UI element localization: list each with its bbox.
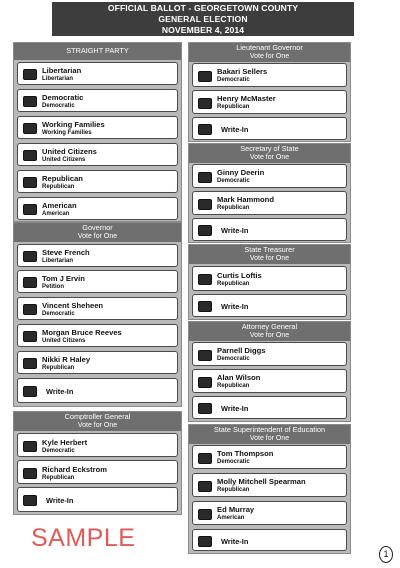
candidate-parnell-diggs[interactable] — [192, 342, 347, 366]
vote-oval[interactable] — [198, 350, 212, 361]
write-in-attorney-general[interactable] — [192, 396, 347, 419]
vote-instruction: Vote for One — [249, 331, 290, 339]
vote-oval[interactable] — [23, 468, 37, 479]
candidate-name: Parnell Diggs — [217, 346, 266, 355]
option-name: Democratic — [42, 93, 84, 102]
candidate-ed-murray[interactable] — [192, 501, 347, 525]
section-straight-party — [13, 42, 182, 222]
candidate-molly-mitchell-spearman[interactable] — [192, 473, 347, 497]
vote-oval[interactable] — [23, 96, 37, 107]
option-republican[interactable] — [17, 170, 178, 193]
option-party: Republican — [42, 184, 75, 190]
candidate-party: Democratic — [217, 178, 250, 184]
vote-oval[interactable] — [198, 301, 212, 312]
option-name: Republican — [42, 174, 83, 183]
section-state-treasurer — [188, 244, 351, 320]
candidate-name: Tom J Ervin — [42, 274, 85, 283]
write-in-secretary-of-state[interactable] — [192, 218, 347, 241]
contest-title: Governor — [82, 223, 113, 232]
option-party: American — [42, 211, 70, 217]
write-in-state-superintendent[interactable] — [192, 529, 347, 551]
vote-oval[interactable] — [198, 98, 212, 109]
write-in-label: Write-In — [221, 125, 249, 134]
vote-oval[interactable] — [198, 377, 212, 388]
candidate-name: Richard Eckstrom — [42, 465, 107, 474]
option-name: Libertarian — [42, 66, 82, 75]
vote-oval[interactable] — [23, 123, 37, 134]
section-title: STRAIGHT PARTY — [14, 43, 181, 60]
vote-oval[interactable] — [23, 177, 37, 188]
candidate-kyle-herbert[interactable] — [17, 433, 178, 457]
vote-oval[interactable] — [198, 199, 212, 210]
option-libertarian[interactable] — [17, 62, 178, 85]
option-working-families[interactable] — [17, 116, 178, 139]
candidate-tom-thompson[interactable] — [192, 445, 347, 469]
candidate-name: Steve French — [42, 248, 90, 257]
vote-oval[interactable] — [198, 124, 212, 135]
election-name: GENERAL ELECTION — [158, 14, 248, 24]
vote-instruction: Vote for One — [249, 434, 290, 442]
candidate-henry-mcmaster[interactable] — [192, 90, 347, 114]
vote-oval[interactable] — [198, 453, 212, 464]
vote-oval[interactable] — [23, 358, 37, 369]
write-in-label: Write-In — [46, 387, 74, 396]
write-in-label: Write-In — [221, 302, 249, 311]
vote-oval[interactable] — [23, 69, 37, 80]
candidate-curtis-loftis[interactable] — [192, 266, 347, 291]
candidate-party: Democratic — [42, 311, 75, 317]
candidate-name: Ed Murray — [217, 505, 255, 514]
vote-instruction: Vote for One — [249, 52, 290, 60]
candidate-party: Democratic — [217, 356, 250, 362]
vote-oval[interactable] — [198, 225, 212, 236]
section-lieutenant-governor — [188, 42, 351, 142]
write-in-state-treasurer[interactable] — [192, 294, 347, 317]
candidate-name: Vincent Sheheen — [42, 301, 104, 310]
candidate-steve-french[interactable] — [17, 244, 178, 267]
candidate-party: American — [217, 515, 245, 521]
candidate-name: Kyle Herbert — [42, 438, 88, 447]
candidate-party: Republican — [217, 281, 250, 287]
write-in-label: Write-In — [221, 404, 249, 413]
vote-oval[interactable] — [23, 386, 37, 397]
vote-oval[interactable] — [23, 204, 37, 215]
option-party: United Citizens — [42, 157, 86, 163]
write-in-lieutenant-governor[interactable] — [192, 117, 347, 140]
section-title — [14, 223, 181, 242]
vote-oval[interactable] — [198, 403, 212, 414]
vote-oval[interactable] — [198, 509, 212, 520]
vote-oval[interactable] — [23, 251, 37, 262]
ballot-header — [52, 2, 354, 36]
vote-oval[interactable] — [198, 172, 212, 183]
candidate-party: Democratic — [217, 77, 250, 83]
vote-oval[interactable] — [23, 495, 37, 506]
option-party: Democratic — [42, 103, 75, 109]
sample-watermark: SAMPLE — [31, 524, 136, 552]
section-title — [189, 425, 350, 444]
option-name: United Citizens — [42, 147, 97, 156]
candidate-name: Tom Thompson — [217, 449, 274, 458]
vote-oval[interactable] — [198, 274, 212, 285]
candidate-party: United Citizens — [42, 338, 86, 344]
write-in-governor[interactable] — [17, 378, 178, 403]
section-comptroller-general — [13, 411, 182, 515]
section-title — [189, 144, 350, 163]
candidate-name: Mark Hammond — [217, 195, 274, 204]
section-title — [189, 43, 350, 62]
option-democratic[interactable] — [17, 89, 178, 112]
candidate-name: Curtis Loftis — [217, 271, 262, 280]
write-in-comptroller[interactable] — [17, 487, 178, 512]
section-title — [14, 412, 181, 431]
option-american[interactable] — [17, 197, 178, 220]
option-name: Working Families — [42, 120, 105, 129]
candidate-morgan-bruce-reeves[interactable] — [17, 324, 178, 347]
contest-title: State Superintendent of Education — [213, 425, 326, 434]
candidate-mark-hammond[interactable] — [192, 191, 347, 215]
candidate-name: Alan Wilson — [217, 373, 261, 382]
candidate-party: Republican — [217, 383, 250, 389]
option-party: Working Families — [42, 130, 92, 136]
contest-title: Comptroller General — [64, 412, 131, 421]
candidate-ginny-deerin[interactable] — [192, 164, 347, 188]
section-title — [189, 245, 350, 264]
candidate-name: Ginny Deerin — [217, 168, 265, 177]
write-in-label: Write-In — [221, 537, 249, 546]
candidate-party: Republican — [217, 104, 250, 110]
vote-oval[interactable] — [198, 481, 212, 492]
candidate-name: Bakari Sellers — [217, 67, 268, 76]
contest-title: Secretary of State — [240, 144, 299, 153]
candidate-party: Republican — [217, 205, 250, 211]
option-name: American — [42, 201, 77, 210]
candidate-party: Petition — [42, 284, 64, 290]
candidate-party: Republican — [42, 475, 75, 481]
section-attorney-general — [188, 321, 351, 422]
vote-instruction: Vote for One — [249, 254, 290, 262]
option-united-citizens[interactable] — [17, 143, 178, 166]
candidate-party: Republican — [42, 365, 75, 371]
candidate-name: Nikki R Haley — [42, 355, 91, 364]
candidate-alan-wilson[interactable] — [192, 369, 347, 393]
candidate-name: Molly Mitchell Spearman — [217, 477, 306, 486]
vote-oval[interactable] — [198, 536, 212, 547]
ballot-title: OFFICIAL BALLOT - GEORGETOWN COUNTY — [107, 3, 299, 13]
vote-oval[interactable] — [23, 441, 37, 452]
candidate-party: Republican — [217, 487, 250, 493]
contest-title: Attorney General — [241, 322, 298, 331]
candidate-bakari-sellers[interactable] — [192, 63, 347, 87]
option-party: Libertarian — [42, 76, 74, 82]
contest-title: State Treasurer — [244, 245, 295, 254]
vote-oval[interactable] — [198, 71, 212, 82]
candidate-name: Henry McMaster — [217, 94, 276, 103]
section-title — [189, 322, 350, 341]
candidate-richard-eckstrom[interactable] — [17, 460, 178, 484]
vote-instruction: Vote for One — [77, 232, 118, 240]
vote-oval[interactable] — [23, 277, 37, 288]
candidate-vincent-sheheen[interactable] — [17, 297, 178, 320]
section-governor — [13, 222, 182, 407]
write-in-label: Write-In — [46, 496, 74, 505]
vote-instruction: Vote for One — [77, 421, 118, 429]
page-number: 1 — [379, 546, 393, 563]
vote-oval[interactable] — [23, 150, 37, 161]
write-in-label: Write-In — [221, 226, 249, 235]
vote-instruction: Vote for One — [249, 153, 290, 161]
candidate-party: Democratic — [42, 448, 75, 454]
candidate-tom-j-ervin[interactable] — [17, 270, 178, 293]
candidate-name: Morgan Bruce Reeves — [42, 328, 122, 337]
section-state-superintendent — [188, 424, 351, 554]
candidate-party: Democratic — [217, 459, 250, 465]
election-date: NOVEMBER 4, 2014 — [161, 25, 245, 35]
candidate-party: Libertarian — [42, 258, 74, 264]
contest-title: Lieutenant Governor — [236, 43, 303, 52]
vote-oval[interactable] — [23, 304, 37, 315]
candidate-nikki-r-haley[interactable] — [17, 351, 178, 374]
vote-oval[interactable] — [23, 331, 37, 342]
section-secretary-of-state — [188, 143, 351, 243]
